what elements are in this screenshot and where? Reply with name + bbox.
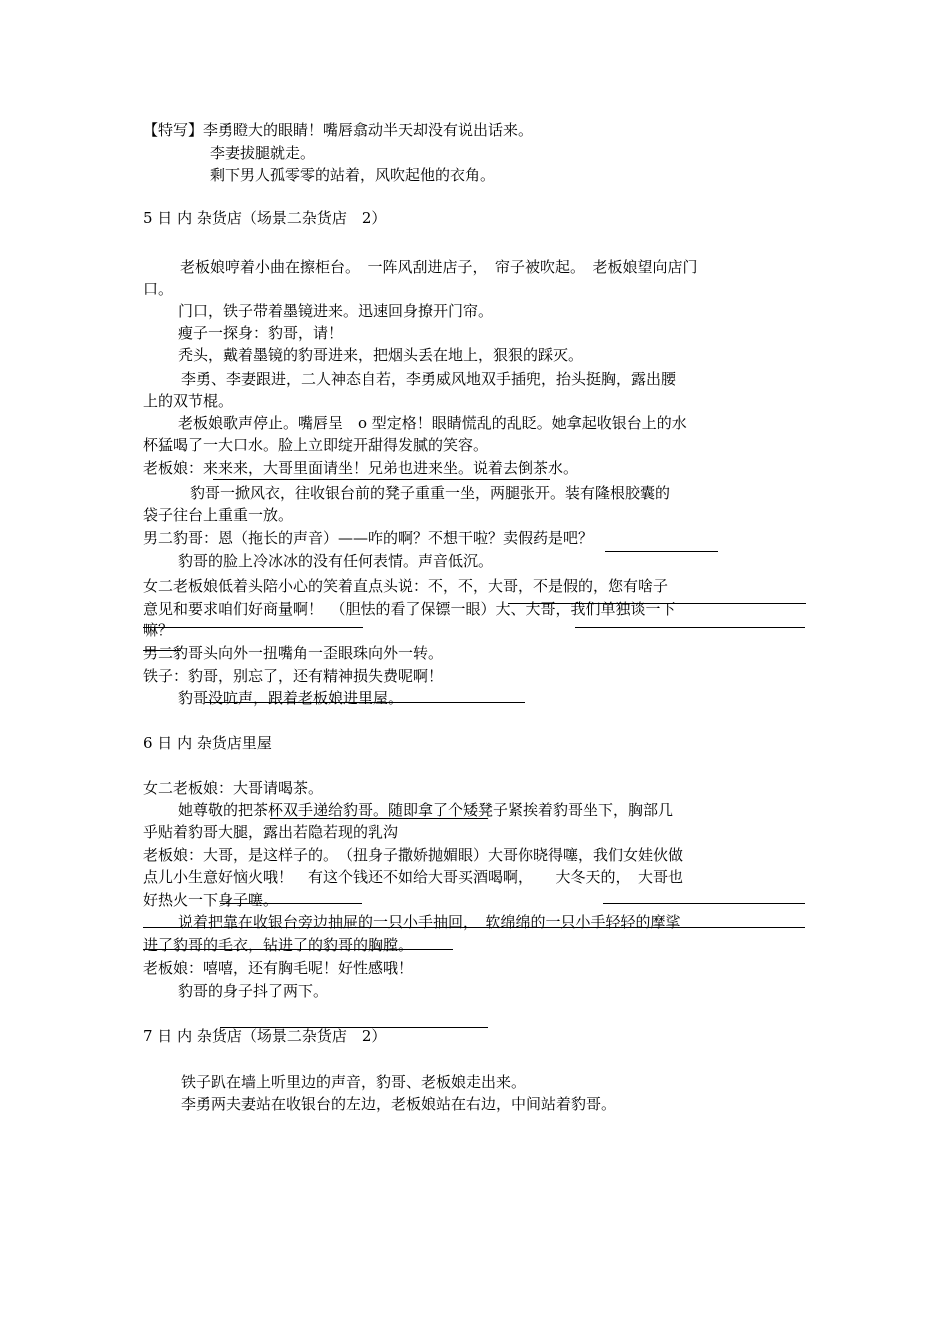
dialogue-line: 嘛？ xyxy=(143,621,174,639)
paragraph-line: 口。 xyxy=(143,280,174,298)
dialogue-line: 老板娘：大哥，是这样子的。 （扭身子撒娇抛媚眼）大哥你晓得噻，我们女娃伙做 xyxy=(143,846,684,864)
paragraph-line: 李勇、李妻跟进，二人神态自若，李勇威风地双手插兜，抬头挺胸，露出腰 xyxy=(181,370,677,388)
paragraph-line: 豹哥的脸上冷冰冰的没有任何表情。声音低沉。 xyxy=(178,552,494,570)
scene7-heading: 7 日 内 杂货店（场景二杂货店 2） xyxy=(143,1027,387,1045)
paragraph-line: 杯猛喝了一大口水。脸上立即绽开甜得发腻的笑容。 xyxy=(143,436,489,454)
underline-rule xyxy=(205,702,525,703)
underline-rule xyxy=(270,818,488,819)
dialogue-line: 女二老板娘：大哥请喝茶。 xyxy=(143,779,324,797)
paragraph-line: 说着把靠在收银台旁边抽屉的一只小手抽回， 软绵绵的一只小手轻轻的摩挲 xyxy=(178,913,681,931)
paragraph-line: 门口，铁子带着墨镜进来。迅速回身撩开门帘。 xyxy=(178,302,494,320)
paragraph-line: 李勇两夫妻站在收银台的左边，老板娘站在右边，中间站着豹哥。 xyxy=(181,1095,617,1113)
scene5-heading: 5 日 内 杂货店（场景二杂货店 2） xyxy=(143,209,387,227)
underline-rule xyxy=(603,903,805,904)
underline-rule xyxy=(575,627,805,628)
man-left-line: 剩下男人孤零零的站着，风吹起他的衣角。 xyxy=(210,166,496,184)
wife-leaves-line: 李妻拔腿就走。 xyxy=(210,144,316,162)
underline-rule xyxy=(220,903,362,904)
underline-rule xyxy=(143,949,453,950)
paragraph-line: 乎贴着豹哥大腿，露出若隐若现的乳沟 xyxy=(143,823,399,841)
paragraph-line: 老板娘歌声停止。嘴唇呈 o 型定格！眼睛慌乱的乱眨。她拿起收银台上的水 xyxy=(178,414,687,432)
paragraph-line: 她尊敬的把茶杯双手递给豹哥。随即拿了个矮凳子紧挨着豹哥坐下，胸部几 xyxy=(178,801,674,819)
underline-rule xyxy=(143,627,363,628)
paragraph-line: 铁子趴在墙上听里边的声音，豹哥、老板娘走出来。 xyxy=(181,1073,527,1091)
paragraph-line: 男二豹哥头向外一扭嘴角一歪眼珠向外一转。 xyxy=(143,644,444,662)
scene6-heading: 6 日 内 杂货店里屋 xyxy=(143,734,272,752)
paragraph-line: 袋子往台上重重一放。 xyxy=(143,506,294,524)
dialogue-line: 好热火一下身子噻。 xyxy=(143,891,279,909)
dialogue-line: 老板娘：来来来，大哥里面请坐！兄弟也进来坐。说着去倒茶水。 xyxy=(143,459,579,477)
dialogue-line: 点儿小生意好恼火哦！ 有这个钱还不如给大哥买酒喝啊， 大冬天的， 大哥也 xyxy=(143,868,684,886)
closeup-line: 【特写】李勇瞪大的眼睛！嘴唇翕动半天却没有说出话来。 xyxy=(143,121,534,139)
paragraph-line: 上的双节棍。 xyxy=(143,392,234,410)
paragraph-line: 豹哥一掀风衣，往收银台前的凳子重重一坐，两腿张开。装有隆根胶囊的 xyxy=(190,484,671,502)
dialogue-line: 铁子：豹哥，别忘了，还有精神损失费呢啊！ xyxy=(143,667,444,685)
underline-rule xyxy=(143,927,805,928)
paragraph-line: 老板娘哼着小曲在擦柜台。 一阵风刮进店子， 帘子被吹起。 老板娘望向店门 xyxy=(180,258,698,276)
underline-rule xyxy=(508,603,806,604)
dialogue-line: 老板娘：嘻嘻，还有胸毛呢！好性感哦！ xyxy=(143,959,414,977)
paragraph-line: 秃头，戴着墨镜的豹哥进来，把烟头丢在地上，狠狠的踩灭。 xyxy=(178,346,584,364)
paragraph-line: 豹哥的身子抖了两下。 xyxy=(178,982,329,1000)
dialogue-line: 女二老板娘低着头陪小心的笑着直点头说：不，不，大哥，不是假的，您有啥子 xyxy=(143,577,669,595)
paragraph-line: 瘦子一探身：豹哥，请！ xyxy=(178,324,344,342)
dialogue-line: 意见和要求咱们好商量啊！ （胆怯的看了保镖一眼）大、大哥，我们单独谈一下 xyxy=(143,600,676,618)
underline-rule xyxy=(213,479,550,480)
paragraph-line: 进了豹哥的毛衣，钻进了的豹哥的胸膛。 xyxy=(143,936,414,954)
paragraph-line: 豹哥没吭声，跟着老板娘进里屋。 xyxy=(178,689,404,707)
underline-rule xyxy=(605,551,718,552)
dialogue-line: 男二豹哥：恩（拖长的声音）——咋的啊？不想干啦？卖假药是吧？ xyxy=(143,529,594,547)
